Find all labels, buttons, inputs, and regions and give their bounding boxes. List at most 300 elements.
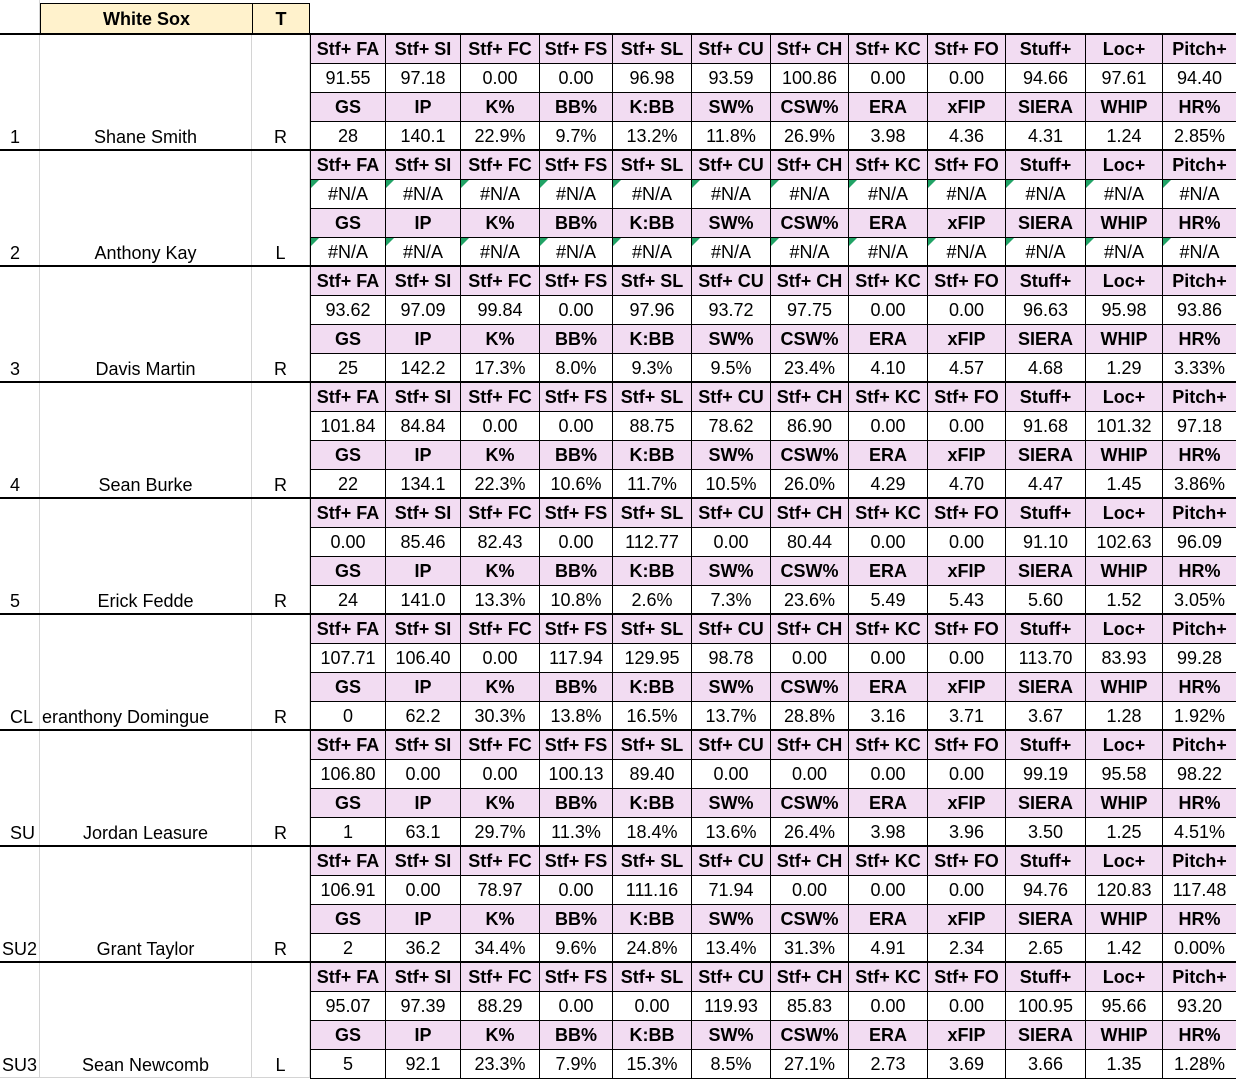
- stuff-value-cell[interactable]: 102.63: [1085, 527, 1163, 557]
- stat-label-cell[interactable]: GS: [310, 324, 386, 354]
- stuff-value-cell[interactable]: 91.68: [1005, 411, 1086, 441]
- stat-value-cell[interactable]: 3.98: [848, 817, 928, 847]
- stat-value-cell[interactable]: 9.3%: [612, 353, 692, 383]
- stuff-value-cell[interactable]: 96.09: [1162, 527, 1236, 557]
- stuff-value-cell[interactable]: 0.00: [927, 991, 1006, 1021]
- pitcher-name-cell[interactable]: Erick Fedde: [40, 498, 252, 614]
- stat-label-cell[interactable]: K:BB: [612, 904, 692, 934]
- stat-value-cell[interactable]: 34.4%: [460, 933, 540, 963]
- stuff-value-cell[interactable]: 0.00: [848, 643, 928, 673]
- stuff-label-cell[interactable]: Stuff+: [1005, 730, 1086, 760]
- stat-label-cell[interactable]: HR%: [1162, 208, 1236, 238]
- stuff-label-cell[interactable]: Stf+ FO: [927, 150, 1006, 180]
- stuff-label-cell[interactable]: Stf+ CU: [691, 730, 771, 760]
- stuff-value-cell[interactable]: #N/A: [460, 179, 540, 209]
- stuff-label-cell[interactable]: Stf+ SL: [612, 846, 692, 876]
- stat-value-cell[interactable]: 9.6%: [539, 933, 613, 963]
- stat-value-cell[interactable]: 0.00%: [1162, 933, 1236, 963]
- stat-label-cell[interactable]: K%: [460, 904, 540, 934]
- stuff-label-cell[interactable]: Stf+ FS: [539, 498, 613, 528]
- stuff-label-cell[interactable]: Stf+ KC: [848, 382, 928, 412]
- stat-label-cell[interactable]: ERA: [848, 904, 928, 934]
- stuff-label-cell[interactable]: Stf+ SI: [385, 382, 461, 412]
- stat-value-cell[interactable]: 11.3%: [539, 817, 613, 847]
- stuff-value-cell[interactable]: #N/A: [310, 179, 386, 209]
- stat-value-cell[interactable]: #N/A: [539, 237, 613, 267]
- stuff-value-cell[interactable]: 71.94: [691, 875, 771, 905]
- stuff-label-cell[interactable]: Stf+ SL: [612, 498, 692, 528]
- stat-value-cell[interactable]: 1.35: [1085, 1049, 1163, 1079]
- stat-value-cell[interactable]: 26.4%: [770, 817, 849, 847]
- stat-value-cell[interactable]: 3.33%: [1162, 353, 1236, 383]
- stat-value-cell[interactable]: 11.8%: [691, 121, 771, 151]
- stat-label-cell[interactable]: IP: [385, 904, 461, 934]
- pitcher-name-cell[interactable]: eranthony Domingue: [40, 614, 252, 730]
- stat-label-cell[interactable]: SIERA: [1005, 788, 1086, 818]
- stat-value-cell[interactable]: 10.5%: [691, 469, 771, 499]
- stat-value-cell[interactable]: 28: [310, 121, 386, 151]
- stuff-label-cell[interactable]: Stf+ FA: [310, 962, 386, 992]
- stat-label-cell[interactable]: xFIP: [927, 208, 1006, 238]
- throws-hand-cell[interactable]: R: [252, 498, 310, 614]
- stuff-label-cell[interactable]: Pitch+: [1162, 614, 1236, 644]
- stuff-label-cell[interactable]: Loc+: [1085, 730, 1163, 760]
- stuff-label-cell[interactable]: Stf+ CU: [691, 614, 771, 644]
- stat-value-cell[interactable]: 26.0%: [770, 469, 849, 499]
- stat-value-cell[interactable]: 1.24: [1085, 121, 1163, 151]
- stuff-label-cell[interactable]: Stf+ SL: [612, 962, 692, 992]
- stuff-label-cell[interactable]: Stf+ FA: [310, 498, 386, 528]
- stuff-value-cell[interactable]: 100.95: [1005, 991, 1086, 1021]
- stat-label-cell[interactable]: SW%: [691, 672, 771, 702]
- stat-value-cell[interactable]: 3.05%: [1162, 585, 1236, 615]
- stat-label-cell[interactable]: GS: [310, 440, 386, 470]
- stuff-label-cell[interactable]: Pitch+: [1162, 34, 1236, 64]
- throws-hand-cell[interactable]: L: [252, 150, 310, 266]
- stat-label-cell[interactable]: HR%: [1162, 324, 1236, 354]
- stuff-label-cell[interactable]: Stuff+: [1005, 846, 1086, 876]
- stuff-label-cell[interactable]: Pitch+: [1162, 498, 1236, 528]
- stat-label-cell[interactable]: ERA: [848, 672, 928, 702]
- stat-value-cell[interactable]: 4.36: [927, 121, 1006, 151]
- stat-label-cell[interactable]: SW%: [691, 440, 771, 470]
- rotation-slot-cell[interactable]: CL: [0, 614, 40, 730]
- stat-value-cell[interactable]: 5.43: [927, 585, 1006, 615]
- stat-value-cell[interactable]: 13.7%: [691, 701, 771, 731]
- stat-label-cell[interactable]: GS: [310, 904, 386, 934]
- stuff-label-cell[interactable]: Stf+ CH: [770, 846, 849, 876]
- stuff-value-cell[interactable]: 0.00: [310, 527, 386, 557]
- stuff-label-cell[interactable]: Pitch+: [1162, 150, 1236, 180]
- stuff-value-cell[interactable]: 0.00: [927, 527, 1006, 557]
- stat-value-cell[interactable]: 7.9%: [539, 1049, 613, 1079]
- stuff-value-cell[interactable]: 0.00: [539, 527, 613, 557]
- stat-label-cell[interactable]: IP: [385, 208, 461, 238]
- stuff-label-cell[interactable]: Loc+: [1085, 614, 1163, 644]
- stuff-label-cell[interactable]: Stf+ CU: [691, 150, 771, 180]
- stat-label-cell[interactable]: WHIP: [1085, 672, 1163, 702]
- stat-label-cell[interactable]: K%: [460, 788, 540, 818]
- stat-label-cell[interactable]: SIERA: [1005, 556, 1086, 586]
- team-header-cell[interactable]: White Sox: [40, 3, 253, 34]
- stuff-value-cell[interactable]: #N/A: [612, 179, 692, 209]
- stuff-value-cell[interactable]: 106.91: [310, 875, 386, 905]
- corner-cell[interactable]: [0, 0, 40, 34]
- rotation-slot-cell[interactable]: 1: [0, 34, 40, 150]
- stat-value-cell[interactable]: 2.6%: [612, 585, 692, 615]
- stat-label-cell[interactable]: BB%: [539, 440, 613, 470]
- stat-label-cell[interactable]: K:BB: [612, 208, 692, 238]
- pitcher-name-cell[interactable]: Anthony Kay: [40, 150, 252, 266]
- stuff-value-cell[interactable]: 0.00: [848, 295, 928, 325]
- stat-value-cell[interactable]: #N/A: [1162, 237, 1236, 267]
- rotation-slot-cell[interactable]: 2: [0, 150, 40, 266]
- stat-label-cell[interactable]: xFIP: [927, 1020, 1006, 1050]
- stat-label-cell[interactable]: WHIP: [1085, 788, 1163, 818]
- stuff-label-cell[interactable]: Stf+ CH: [770, 34, 849, 64]
- stuff-label-cell[interactable]: Stf+ FC: [460, 266, 540, 296]
- stuff-value-cell[interactable]: 112.77: [612, 527, 692, 557]
- stuff-label-cell[interactable]: Stf+ SI: [385, 962, 461, 992]
- stat-label-cell[interactable]: IP: [385, 92, 461, 122]
- stat-label-cell[interactable]: SW%: [691, 92, 771, 122]
- stat-value-cell[interactable]: 18.4%: [612, 817, 692, 847]
- stat-value-cell[interactable]: 4.68: [1005, 353, 1086, 383]
- stuff-value-cell[interactable]: 0.00: [460, 411, 540, 441]
- stuff-label-cell[interactable]: Stf+ CH: [770, 382, 849, 412]
- stuff-value-cell[interactable]: 93.59: [691, 63, 771, 93]
- stat-value-cell[interactable]: 1.29: [1085, 353, 1163, 383]
- stat-label-cell[interactable]: CSW%: [770, 788, 849, 818]
- stat-value-cell[interactable]: 9.5%: [691, 353, 771, 383]
- stuff-label-cell[interactable]: Stf+ FC: [460, 150, 540, 180]
- stuff-value-cell[interactable]: 0.00: [848, 759, 928, 789]
- stuff-value-cell[interactable]: 80.44: [770, 527, 849, 557]
- stat-label-cell[interactable]: SW%: [691, 208, 771, 238]
- stuff-value-cell[interactable]: 0.00: [691, 759, 771, 789]
- stuff-label-cell[interactable]: Stf+ CH: [770, 266, 849, 296]
- stuff-label-cell[interactable]: Stf+ FS: [539, 962, 613, 992]
- stat-label-cell[interactable]: HR%: [1162, 440, 1236, 470]
- stuff-label-cell[interactable]: Stf+ SI: [385, 846, 461, 876]
- stat-label-cell[interactable]: BB%: [539, 324, 613, 354]
- stuff-value-cell[interactable]: 0.00: [612, 991, 692, 1021]
- stat-value-cell[interactable]: 11.7%: [612, 469, 692, 499]
- stat-label-cell[interactable]: WHIP: [1085, 324, 1163, 354]
- stuff-value-cell[interactable]: 0.00: [927, 295, 1006, 325]
- stat-label-cell[interactable]: BB%: [539, 904, 613, 934]
- stat-value-cell[interactable]: 3.67: [1005, 701, 1086, 731]
- stuff-value-cell[interactable]: 83.93: [1085, 643, 1163, 673]
- stuff-label-cell[interactable]: Stf+ FO: [927, 730, 1006, 760]
- stuff-label-cell[interactable]: Stf+ FS: [539, 34, 613, 64]
- stat-label-cell[interactable]: SW%: [691, 324, 771, 354]
- stat-value-cell[interactable]: 1.42: [1085, 933, 1163, 963]
- stat-value-cell[interactable]: #N/A: [1085, 237, 1163, 267]
- stuff-label-cell[interactable]: Stf+ KC: [848, 34, 928, 64]
- stuff-label-cell[interactable]: Stf+ FA: [310, 382, 386, 412]
- stuff-value-cell[interactable]: 0.00: [927, 643, 1006, 673]
- stat-label-cell[interactable]: BB%: [539, 208, 613, 238]
- stuff-label-cell[interactable]: Pitch+: [1162, 730, 1236, 760]
- stuff-value-cell[interactable]: #N/A: [1162, 179, 1236, 209]
- stat-label-cell[interactable]: xFIP: [927, 324, 1006, 354]
- stat-value-cell[interactable]: 2: [310, 933, 386, 963]
- stat-value-cell[interactable]: 4.29: [848, 469, 928, 499]
- stuff-label-cell[interactable]: Stf+ FC: [460, 382, 540, 412]
- stuff-value-cell[interactable]: #N/A: [691, 179, 771, 209]
- stuff-label-cell[interactable]: Stf+ KC: [848, 846, 928, 876]
- stuff-label-cell[interactable]: Stf+ CU: [691, 846, 771, 876]
- stuff-value-cell[interactable]: 0.00: [770, 643, 849, 673]
- stuff-value-cell[interactable]: 0.00: [539, 875, 613, 905]
- stuff-value-cell[interactable]: 119.93: [691, 991, 771, 1021]
- stuff-value-cell[interactable]: 94.76: [1005, 875, 1086, 905]
- stat-value-cell[interactable]: 4.70: [927, 469, 1006, 499]
- stat-value-cell[interactable]: 4.31: [1005, 121, 1086, 151]
- stat-label-cell[interactable]: ERA: [848, 324, 928, 354]
- stat-value-cell[interactable]: #N/A: [460, 237, 540, 267]
- stuff-value-cell[interactable]: 99.28: [1162, 643, 1236, 673]
- stuff-value-cell[interactable]: 0.00: [385, 759, 461, 789]
- stat-value-cell[interactable]: #N/A: [927, 237, 1006, 267]
- stuff-label-cell[interactable]: Stf+ SL: [612, 614, 692, 644]
- stat-value-cell[interactable]: 23.3%: [460, 1049, 540, 1079]
- stuff-value-cell[interactable]: 117.48: [1162, 875, 1236, 905]
- stuff-value-cell[interactable]: 97.39: [385, 991, 461, 1021]
- rotation-slot-cell[interactable]: SU2: [0, 846, 40, 962]
- stat-label-cell[interactable]: IP: [385, 556, 461, 586]
- stuff-value-cell[interactable]: 0.00: [848, 63, 928, 93]
- stuff-value-cell[interactable]: 0.00: [460, 759, 540, 789]
- stuff-label-cell[interactable]: Loc+: [1085, 266, 1163, 296]
- stat-value-cell[interactable]: 4.47: [1005, 469, 1086, 499]
- stat-label-cell[interactable]: SW%: [691, 788, 771, 818]
- stat-label-cell[interactable]: K:BB: [612, 788, 692, 818]
- stuff-value-cell[interactable]: 106.80: [310, 759, 386, 789]
- throws-hand-cell[interactable]: R: [252, 266, 310, 382]
- stuff-label-cell[interactable]: Stf+ CH: [770, 730, 849, 760]
- stat-label-cell[interactable]: GS: [310, 208, 386, 238]
- stat-value-cell[interactable]: 62.2: [385, 701, 461, 731]
- stat-label-cell[interactable]: IP: [385, 440, 461, 470]
- stuff-value-cell[interactable]: 100.86: [770, 63, 849, 93]
- stuff-label-cell[interactable]: Stf+ CU: [691, 34, 771, 64]
- stat-value-cell[interactable]: 2.73: [848, 1049, 928, 1079]
- stat-label-cell[interactable]: ERA: [848, 788, 928, 818]
- stat-value-cell[interactable]: 9.7%: [539, 121, 613, 151]
- stuff-label-cell[interactable]: Stf+ FC: [460, 962, 540, 992]
- stuff-label-cell[interactable]: Stf+ FC: [460, 34, 540, 64]
- stuff-label-cell[interactable]: Stuff+: [1005, 498, 1086, 528]
- stat-value-cell[interactable]: 31.3%: [770, 933, 849, 963]
- stat-value-cell[interactable]: 29.7%: [460, 817, 540, 847]
- stuff-value-cell[interactable]: 91.55: [310, 63, 386, 93]
- stuff-value-cell[interactable]: 113.70: [1005, 643, 1086, 673]
- stuff-label-cell[interactable]: Pitch+: [1162, 962, 1236, 992]
- stuff-label-cell[interactable]: Stf+ FO: [927, 614, 1006, 644]
- stat-value-cell[interactable]: 2.65: [1005, 933, 1086, 963]
- stat-value-cell[interactable]: 13.2%: [612, 121, 692, 151]
- stuff-label-cell[interactable]: Stf+ KC: [848, 962, 928, 992]
- stat-label-cell[interactable]: IP: [385, 324, 461, 354]
- stat-value-cell[interactable]: 92.1: [385, 1049, 461, 1079]
- stuff-value-cell[interactable]: 78.97: [460, 875, 540, 905]
- stuff-label-cell[interactable]: Stf+ SL: [612, 382, 692, 412]
- stuff-value-cell[interactable]: 0.00: [539, 991, 613, 1021]
- stuff-label-cell[interactable]: Stf+ FO: [927, 846, 1006, 876]
- stuff-value-cell[interactable]: 117.94: [539, 643, 613, 673]
- stat-value-cell[interactable]: 142.2: [385, 353, 461, 383]
- stat-value-cell[interactable]: 3.86%: [1162, 469, 1236, 499]
- rotation-slot-cell[interactable]: SU: [0, 730, 40, 846]
- stat-label-cell[interactable]: HR%: [1162, 92, 1236, 122]
- stuff-value-cell[interactable]: 94.40: [1162, 63, 1236, 93]
- stat-value-cell[interactable]: 15.3%: [612, 1049, 692, 1079]
- stuff-value-cell[interactable]: 94.66: [1005, 63, 1086, 93]
- stuff-label-cell[interactable]: Stuff+: [1005, 150, 1086, 180]
- stuff-value-cell[interactable]: 0.00: [848, 991, 928, 1021]
- stat-value-cell[interactable]: 13.8%: [539, 701, 613, 731]
- stuff-label-cell[interactable]: Pitch+: [1162, 266, 1236, 296]
- stat-label-cell[interactable]: IP: [385, 788, 461, 818]
- pitcher-name-cell[interactable]: Sean Burke: [40, 382, 252, 498]
- stat-value-cell[interactable]: 4.51%: [1162, 817, 1236, 847]
- stat-label-cell[interactable]: K:BB: [612, 92, 692, 122]
- stat-value-cell[interactable]: 10.6%: [539, 469, 613, 499]
- stat-label-cell[interactable]: CSW%: [770, 324, 849, 354]
- stat-value-cell[interactable]: 24: [310, 585, 386, 615]
- stat-label-cell[interactable]: SW%: [691, 904, 771, 934]
- stuff-label-cell[interactable]: Stuff+: [1005, 382, 1086, 412]
- stat-label-cell[interactable]: BB%: [539, 672, 613, 702]
- stat-value-cell[interactable]: 1: [310, 817, 386, 847]
- stat-value-cell[interactable]: 3.96: [927, 817, 1006, 847]
- stuff-value-cell[interactable]: 95.98: [1085, 295, 1163, 325]
- stuff-label-cell[interactable]: Stf+ SI: [385, 34, 461, 64]
- stuff-value-cell[interactable]: 99.84: [460, 295, 540, 325]
- stat-label-cell[interactable]: SW%: [691, 556, 771, 586]
- stuff-value-cell[interactable]: #N/A: [1085, 179, 1163, 209]
- stuff-value-cell[interactable]: 0.00: [848, 411, 928, 441]
- stat-label-cell[interactable]: CSW%: [770, 208, 849, 238]
- stat-value-cell[interactable]: 1.25: [1085, 817, 1163, 847]
- stat-value-cell[interactable]: 4.91: [848, 933, 928, 963]
- stat-value-cell[interactable]: 28.8%: [770, 701, 849, 731]
- stat-label-cell[interactable]: WHIP: [1085, 440, 1163, 470]
- stat-label-cell[interactable]: K%: [460, 208, 540, 238]
- stuff-label-cell[interactable]: Stf+ CU: [691, 266, 771, 296]
- stuff-label-cell[interactable]: Stf+ SI: [385, 498, 461, 528]
- stat-label-cell[interactable]: IP: [385, 672, 461, 702]
- stuff-label-cell[interactable]: Stf+ FS: [539, 266, 613, 296]
- stuff-label-cell[interactable]: Stf+ FC: [460, 730, 540, 760]
- stat-value-cell[interactable]: #N/A: [691, 237, 771, 267]
- stat-value-cell[interactable]: 10.8%: [539, 585, 613, 615]
- stat-value-cell[interactable]: 22.9%: [460, 121, 540, 151]
- stat-value-cell[interactable]: 13.6%: [691, 817, 771, 847]
- stuff-label-cell[interactable]: Stf+ FA: [310, 34, 386, 64]
- stat-value-cell[interactable]: 8.0%: [539, 353, 613, 383]
- stuff-value-cell[interactable]: 0.00: [927, 875, 1006, 905]
- stuff-label-cell[interactable]: Stf+ FC: [460, 614, 540, 644]
- stuff-value-cell[interactable]: 96.63: [1005, 295, 1086, 325]
- stuff-value-cell[interactable]: 85.46: [385, 527, 461, 557]
- stat-value-cell[interactable]: 5.60: [1005, 585, 1086, 615]
- rotation-slot-cell[interactable]: SU3: [0, 962, 40, 1078]
- stat-value-cell[interactable]: 3.50: [1005, 817, 1086, 847]
- stat-label-cell[interactable]: SW%: [691, 1020, 771, 1050]
- stat-label-cell[interactable]: CSW%: [770, 556, 849, 586]
- stat-value-cell[interactable]: 24.8%: [612, 933, 692, 963]
- stuff-label-cell[interactable]: Stf+ SL: [612, 150, 692, 180]
- stuff-label-cell[interactable]: Stf+ SL: [612, 34, 692, 64]
- stuff-value-cell[interactable]: 97.96: [612, 295, 692, 325]
- stuff-label-cell[interactable]: Stf+ FS: [539, 382, 613, 412]
- stat-value-cell[interactable]: #N/A: [770, 237, 849, 267]
- stuff-value-cell[interactable]: 106.40: [385, 643, 461, 673]
- stuff-label-cell[interactable]: Stf+ CH: [770, 614, 849, 644]
- stat-label-cell[interactable]: K:BB: [612, 672, 692, 702]
- stuff-value-cell[interactable]: 91.10: [1005, 527, 1086, 557]
- stuff-label-cell[interactable]: Loc+: [1085, 498, 1163, 528]
- stuff-label-cell[interactable]: Stf+ CH: [770, 498, 849, 528]
- stat-label-cell[interactable]: BB%: [539, 1020, 613, 1050]
- pitcher-name-cell[interactable]: Grant Taylor: [40, 846, 252, 962]
- stuff-label-cell[interactable]: Stf+ FO: [927, 382, 1006, 412]
- stuff-label-cell[interactable]: Stf+ CH: [770, 962, 849, 992]
- stuff-value-cell[interactable]: 97.75: [770, 295, 849, 325]
- stuff-label-cell[interactable]: Stf+ CU: [691, 498, 771, 528]
- throws-header-cell[interactable]: T: [252, 3, 310, 34]
- stat-label-cell[interactable]: BB%: [539, 556, 613, 586]
- stat-label-cell[interactable]: WHIP: [1085, 1020, 1163, 1050]
- stat-value-cell[interactable]: 140.1: [385, 121, 461, 151]
- stuff-label-cell[interactable]: Stf+ KC: [848, 150, 928, 180]
- stat-value-cell[interactable]: 7.3%: [691, 585, 771, 615]
- stat-value-cell[interactable]: #N/A: [385, 237, 461, 267]
- stat-value-cell[interactable]: 23.6%: [770, 585, 849, 615]
- stuff-value-cell[interactable]: 0.00: [927, 411, 1006, 441]
- stat-label-cell[interactable]: K%: [460, 440, 540, 470]
- stat-value-cell[interactable]: 36.2: [385, 933, 461, 963]
- stat-value-cell[interactable]: #N/A: [612, 237, 692, 267]
- stat-value-cell[interactable]: 2.34: [927, 933, 1006, 963]
- stat-value-cell[interactable]: 1.28%: [1162, 1049, 1236, 1079]
- stuff-label-cell[interactable]: Loc+: [1085, 962, 1163, 992]
- stuff-value-cell[interactable]: 93.86: [1162, 295, 1236, 325]
- stat-value-cell[interactable]: 1.45: [1085, 469, 1163, 499]
- stuff-label-cell[interactable]: Pitch+: [1162, 846, 1236, 876]
- stuff-value-cell[interactable]: 97.61: [1085, 63, 1163, 93]
- stuff-value-cell[interactable]: 97.18: [385, 63, 461, 93]
- stuff-value-cell[interactable]: 0.00: [539, 411, 613, 441]
- header-empty-cell[interactable]: [310, 0, 1236, 34]
- stat-value-cell[interactable]: 27.1%: [770, 1049, 849, 1079]
- stat-label-cell[interactable]: K%: [460, 324, 540, 354]
- stat-label-cell[interactable]: WHIP: [1085, 556, 1163, 586]
- stat-value-cell[interactable]: 5.49: [848, 585, 928, 615]
- stat-value-cell[interactable]: 1.92%: [1162, 701, 1236, 731]
- stuff-label-cell[interactable]: Loc+: [1085, 34, 1163, 64]
- throws-hand-cell[interactable]: R: [252, 382, 310, 498]
- stat-value-cell[interactable]: 63.1: [385, 817, 461, 847]
- stat-label-cell[interactable]: GS: [310, 672, 386, 702]
- stuff-value-cell[interactable]: #N/A: [385, 179, 461, 209]
- stat-label-cell[interactable]: SIERA: [1005, 440, 1086, 470]
- stat-label-cell[interactable]: K:BB: [612, 556, 692, 586]
- stuff-value-cell[interactable]: 82.43: [460, 527, 540, 557]
